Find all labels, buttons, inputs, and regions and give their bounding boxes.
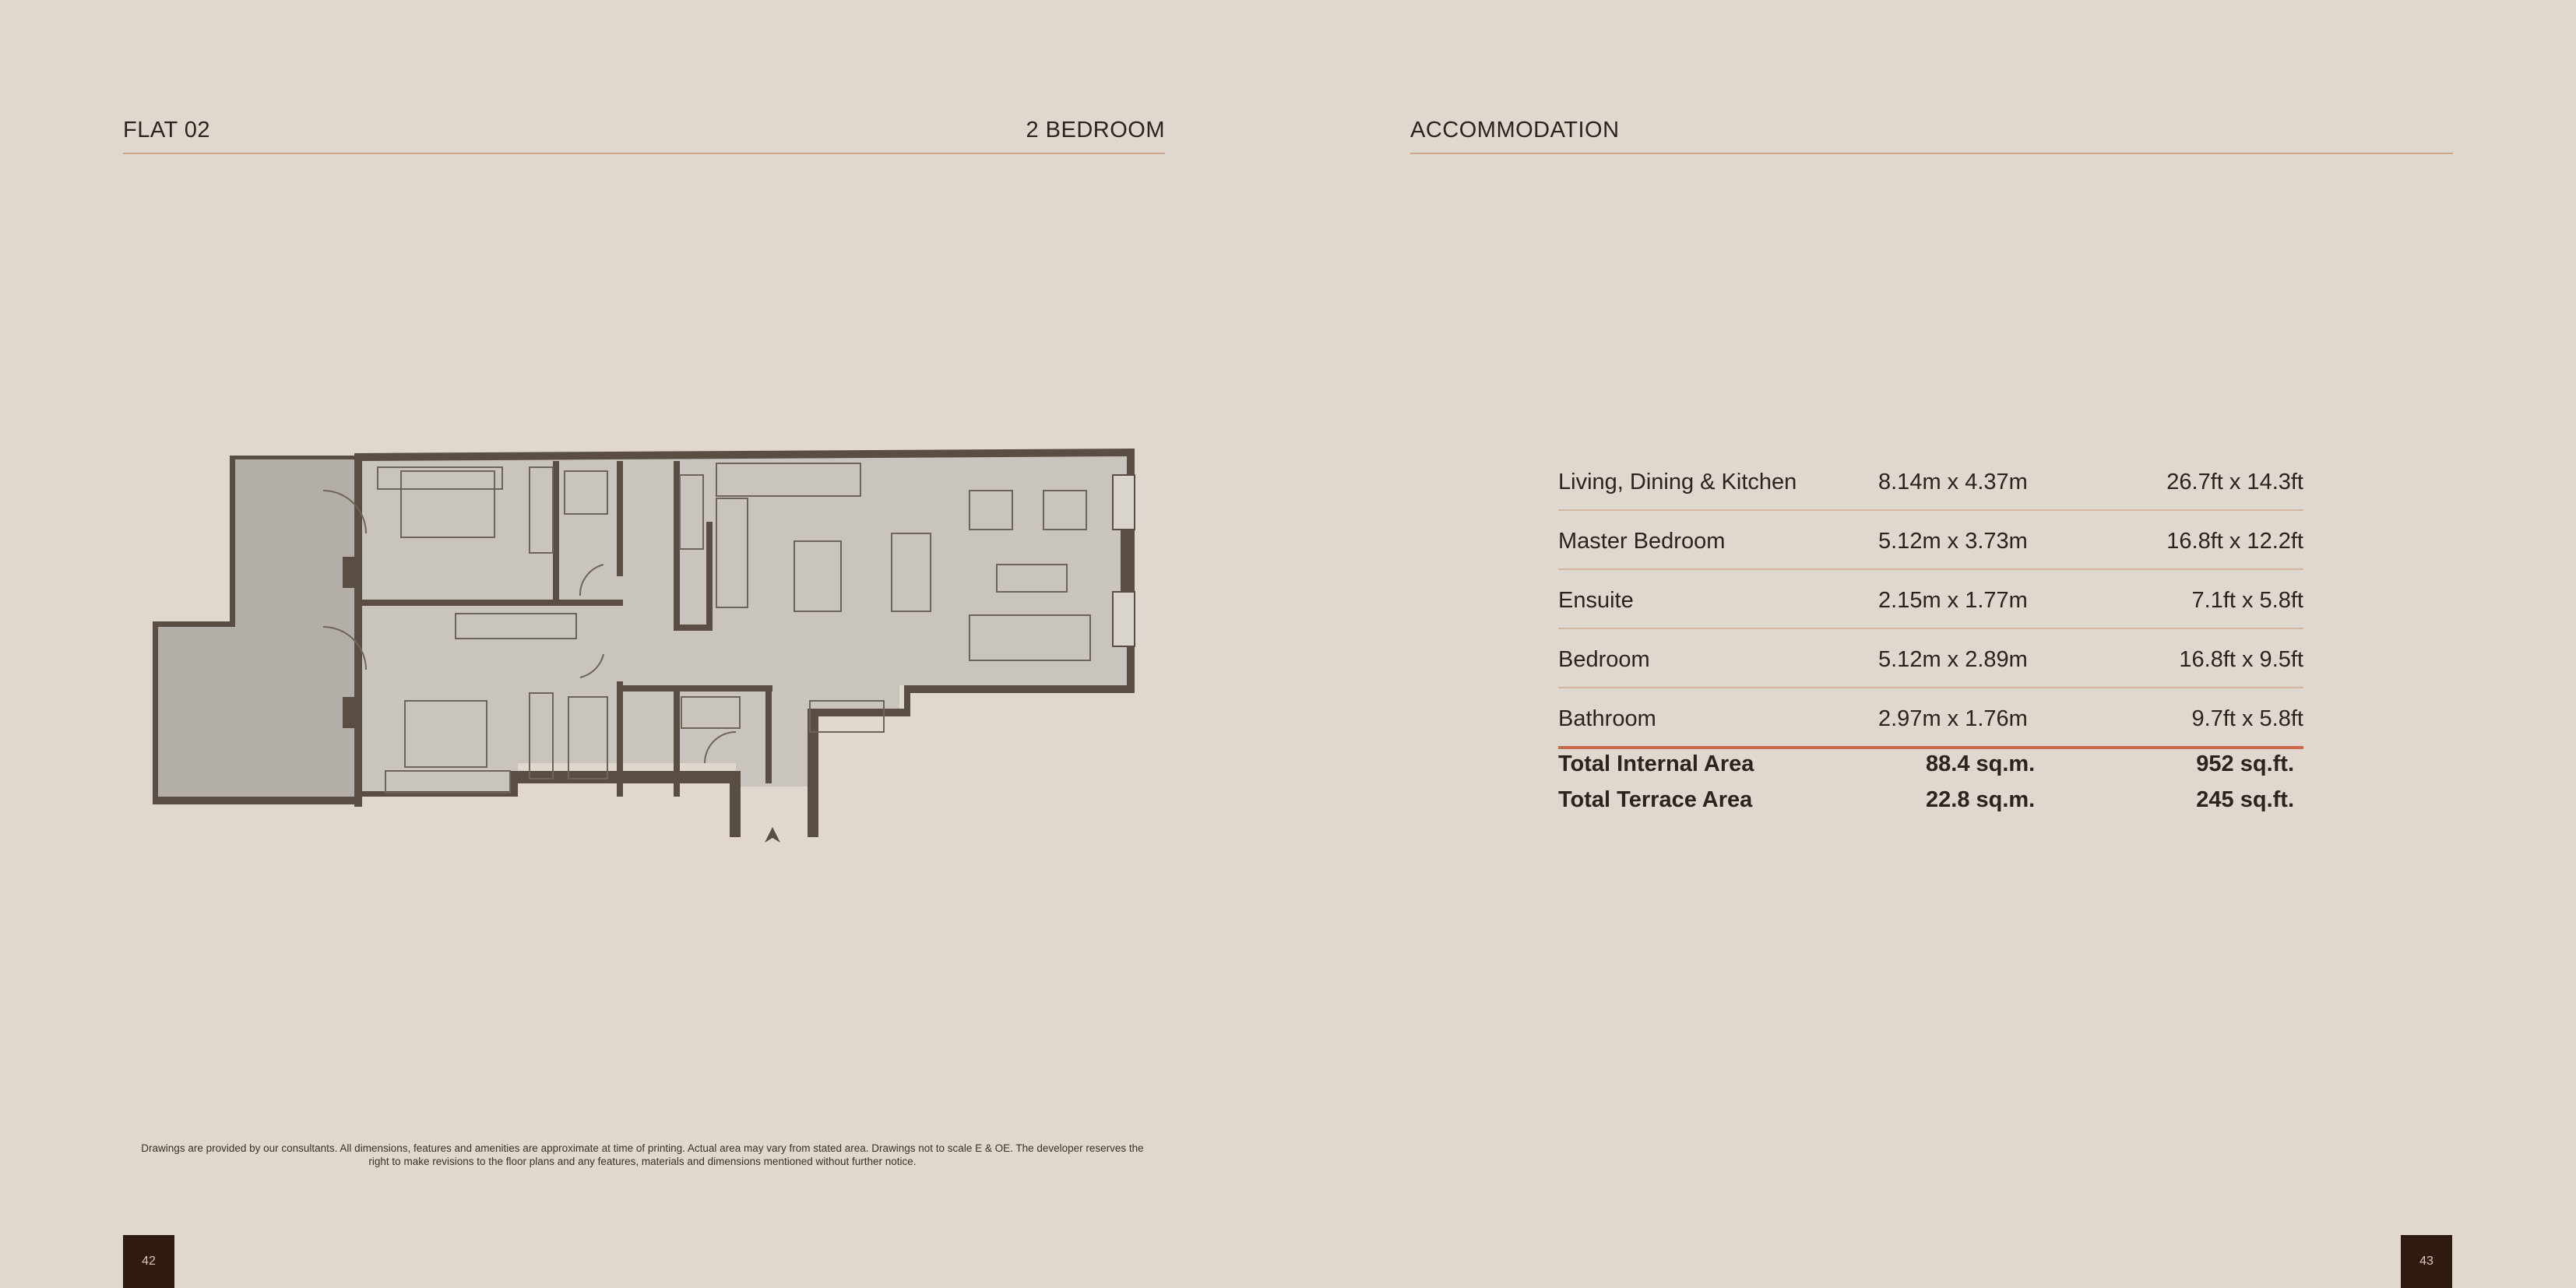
- room-row: [1558, 688, 2303, 749]
- room-name: Bedroom: [1558, 647, 1650, 672]
- room-row: [1558, 629, 2303, 688]
- page-number-right: 43: [2401, 1235, 2452, 1288]
- room-imperial: 9.7ft x 5.8ft: [2191, 706, 2303, 731]
- total-imperial: 245 sq.ft.: [2196, 787, 2294, 812]
- total-row: [1558, 749, 2303, 783]
- page-number-left: 42: [123, 1235, 174, 1288]
- room-metric: 2.15m x 1.77m: [1878, 588, 2028, 613]
- left-page-header: [123, 117, 1165, 154]
- room-metric: 5.12m x 3.73m: [1878, 529, 2028, 554]
- bedroom-count: 2 BEDROOM: [1026, 118, 1165, 143]
- floor-plan: [144, 444, 1145, 845]
- right-page-header: [1410, 117, 2453, 154]
- total-metric: 22.8 sq.m.: [1926, 787, 2036, 812]
- room-name: Ensuite: [1558, 588, 1634, 613]
- disclaimer: Drawings are provided by our consultants. All dimensions, features and amenities are approximate at time of printing. Actual area may vary from stated area. Drawings not to scale E & OE. The developer reserves the right to make revisions to the floor plans and any features, materials and dimensions mentioned without further notice.: [141, 1142, 1144, 1167]
- room-imperial: 26.7ft x 14.3ft: [2166, 470, 2303, 494]
- room-metric: 8.14m x 4.37m: [1878, 470, 2028, 494]
- room-imperial: 16.8ft x 12.2ft: [2166, 529, 2303, 554]
- room-metric: 2.97m x 1.76m: [1878, 706, 2028, 731]
- total-row: [1558, 783, 2303, 819]
- total-name: Total Terrace Area: [1558, 787, 1753, 812]
- flat-title: FLAT 02: [123, 118, 211, 143]
- terrace: [153, 456, 355, 804]
- total-imperial: 952 sq.ft.: [2196, 751, 2294, 776]
- room-row: [1558, 452, 2303, 511]
- room-name: Bathroom: [1558, 706, 1656, 731]
- room-row: [1558, 511, 2303, 570]
- room-name: Master Bedroom: [1558, 529, 1726, 554]
- total-name: Total Internal Area: [1558, 751, 1754, 776]
- total-metric: 88.4 sq.m.: [1926, 751, 2036, 776]
- room-metric: 5.12m x 2.89m: [1878, 647, 2028, 672]
- room-name: Living, Dining & Kitchen: [1558, 470, 1797, 494]
- room-imperial: 16.8ft x 9.5ft: [2179, 647, 2303, 672]
- room-imperial: 7.1ft x 5.8ft: [2191, 588, 2303, 613]
- flat-interior: [354, 449, 1135, 837]
- accommodation-title: ACCOMMODATION: [1410, 118, 1620, 143]
- accommodation-table: [1558, 452, 2303, 819]
- entrance-arrow-icon: [765, 827, 780, 843]
- room-row: [1558, 570, 2303, 629]
